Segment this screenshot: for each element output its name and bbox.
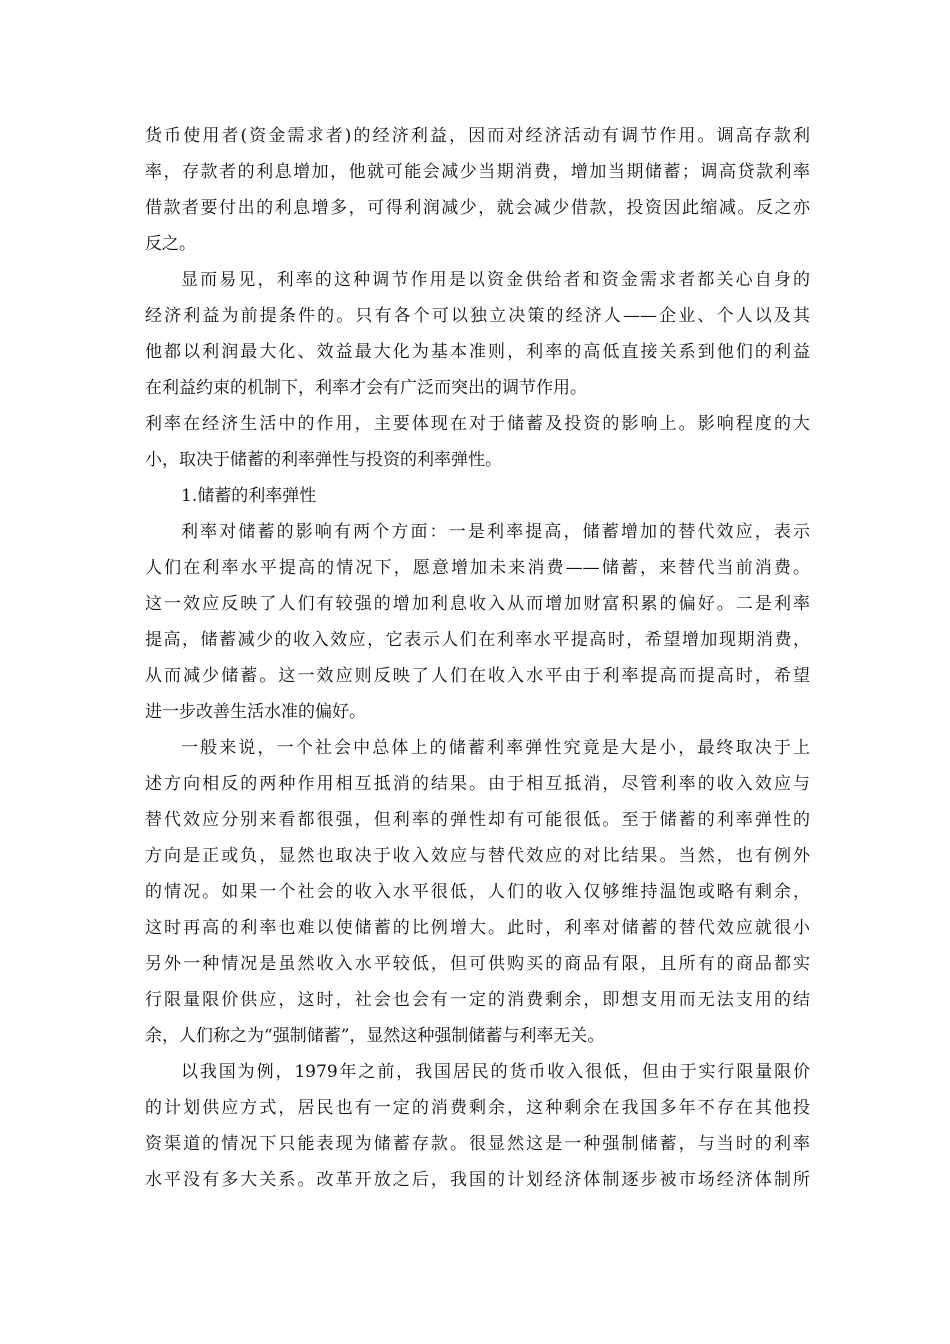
text-line: 这一效应反映了人们有较强的增加利息收入从而增加财富积累的偏好。二是利率 [145, 594, 810, 614]
text-line: 小，取决于储蓄的利率弹性与投资的利率弹性。 [145, 450, 502, 470]
text-line: 率，存款者的利息增加，他就可能会减少当期消费，增加当期储蓄；调高贷款利率 [145, 162, 810, 182]
text-line: 述方向相反的两种作用相互抵消的结果。由于相互抵消，尽管利率的收入效应与 [145, 774, 810, 794]
text-line: 一般来说，一个社会中总体上的储蓄利率弹性究竟是大是小，最终取决于上 [181, 738, 810, 758]
text-line: 显而易见，利率的这种调节作用是以资金供给者和资金需求者都关心自身的 [181, 270, 810, 290]
text-line: 余，人们称之为“强制储蓄”，显然这种强制储蓄与利率无关。 [145, 1026, 605, 1046]
text-line: 借款者要付出的利息增多，可得利润减少，就会减少借款，投资因此缩减。反之亦 [145, 198, 810, 218]
text-line: 资渠道的情况下只能表现为储蓄存款。很显然这是一种强制储蓄，与当时的利率 [145, 1134, 810, 1154]
text-line: 另外一种情况是虽然收入水平较低，但可供购买的商品有限，且所有的商品都实 [145, 954, 810, 974]
text-line: 的计划供应方式，居民也有一定的消费剩余，这种剩余在我国多年不存在其他投 [145, 1098, 810, 1118]
text-line: 人们在利率水平提高的情况下，愿意增加未来消费——储蓄，来替代当前消费。 [145, 558, 810, 578]
text-line: 替代效应分别来看都很强，但利率的弹性却有可能很低。至于储蓄的利率弹性的 [145, 810, 810, 830]
text-line: 水平没有多大关系。改革开放之后，我国的计划经济体制逐步被市场经济体制所 [145, 1170, 810, 1190]
text-line: 反之。 [145, 234, 196, 254]
text-line: 他都以利润最大化、效益最大化为基本准则，利率的高低直接关系到他们的利益 [145, 342, 810, 362]
text-line: 这时再高的利率也难以使储蓄的比例增大。此时，利率对储蓄的替代效应就很小 [145, 918, 810, 938]
text-line: 货币使用者(资金需求者)的经济利益，因而对经济活动有调节作用。调高存款利 [145, 126, 810, 146]
text-line: 经济利益为前提条件的。只有各个可以独立决策的经济人——企业、个人以及其 [145, 306, 810, 326]
text-line: 提高，储蓄减少的收入效应，它表示人们在利率水平提高时，希望增加现期消费， [145, 630, 810, 650]
document-body [145, 118, 810, 1198]
document-page [145, 118, 810, 1198]
text-line: 的情况。如果一个社会的收入水平很低，人们的收入仅够维持温饱或略有剩余， [145, 882, 810, 902]
text-line: 利率在经济生活中的作用，主要体现在对于储蓄及投资的影响上。影响程度的大 [145, 414, 810, 434]
text-line: 以我国为例，1979年之前，我国居民的货币收入很低，但由于实行限量限价 [181, 1062, 810, 1082]
text-line: 方向是正或负，显然也取决于收入效应与替代效应的对比结果。当然，也有例外 [145, 846, 810, 866]
text-line: 行限量限价供应，这时，社会也会有一定的消费剩余，即想支用而无法支用的结 [145, 990, 810, 1010]
text-line: 利率对储蓄的影响有两个方面：一是利率提高，储蓄增加的替代效应，表示 [181, 522, 810, 542]
text-line: 1.储蓄的利率弹性 [181, 486, 317, 506]
text-line: 从而减少储蓄。这一效应则反映了人们在收入水平由于利率提高而提高时，希望 [145, 666, 810, 686]
text-line: 在利益约束的机制下，利率才会有广泛而突出的调节作用。 [145, 378, 587, 398]
text-line: 进一步改善生活水准的偏好。 [145, 702, 366, 722]
